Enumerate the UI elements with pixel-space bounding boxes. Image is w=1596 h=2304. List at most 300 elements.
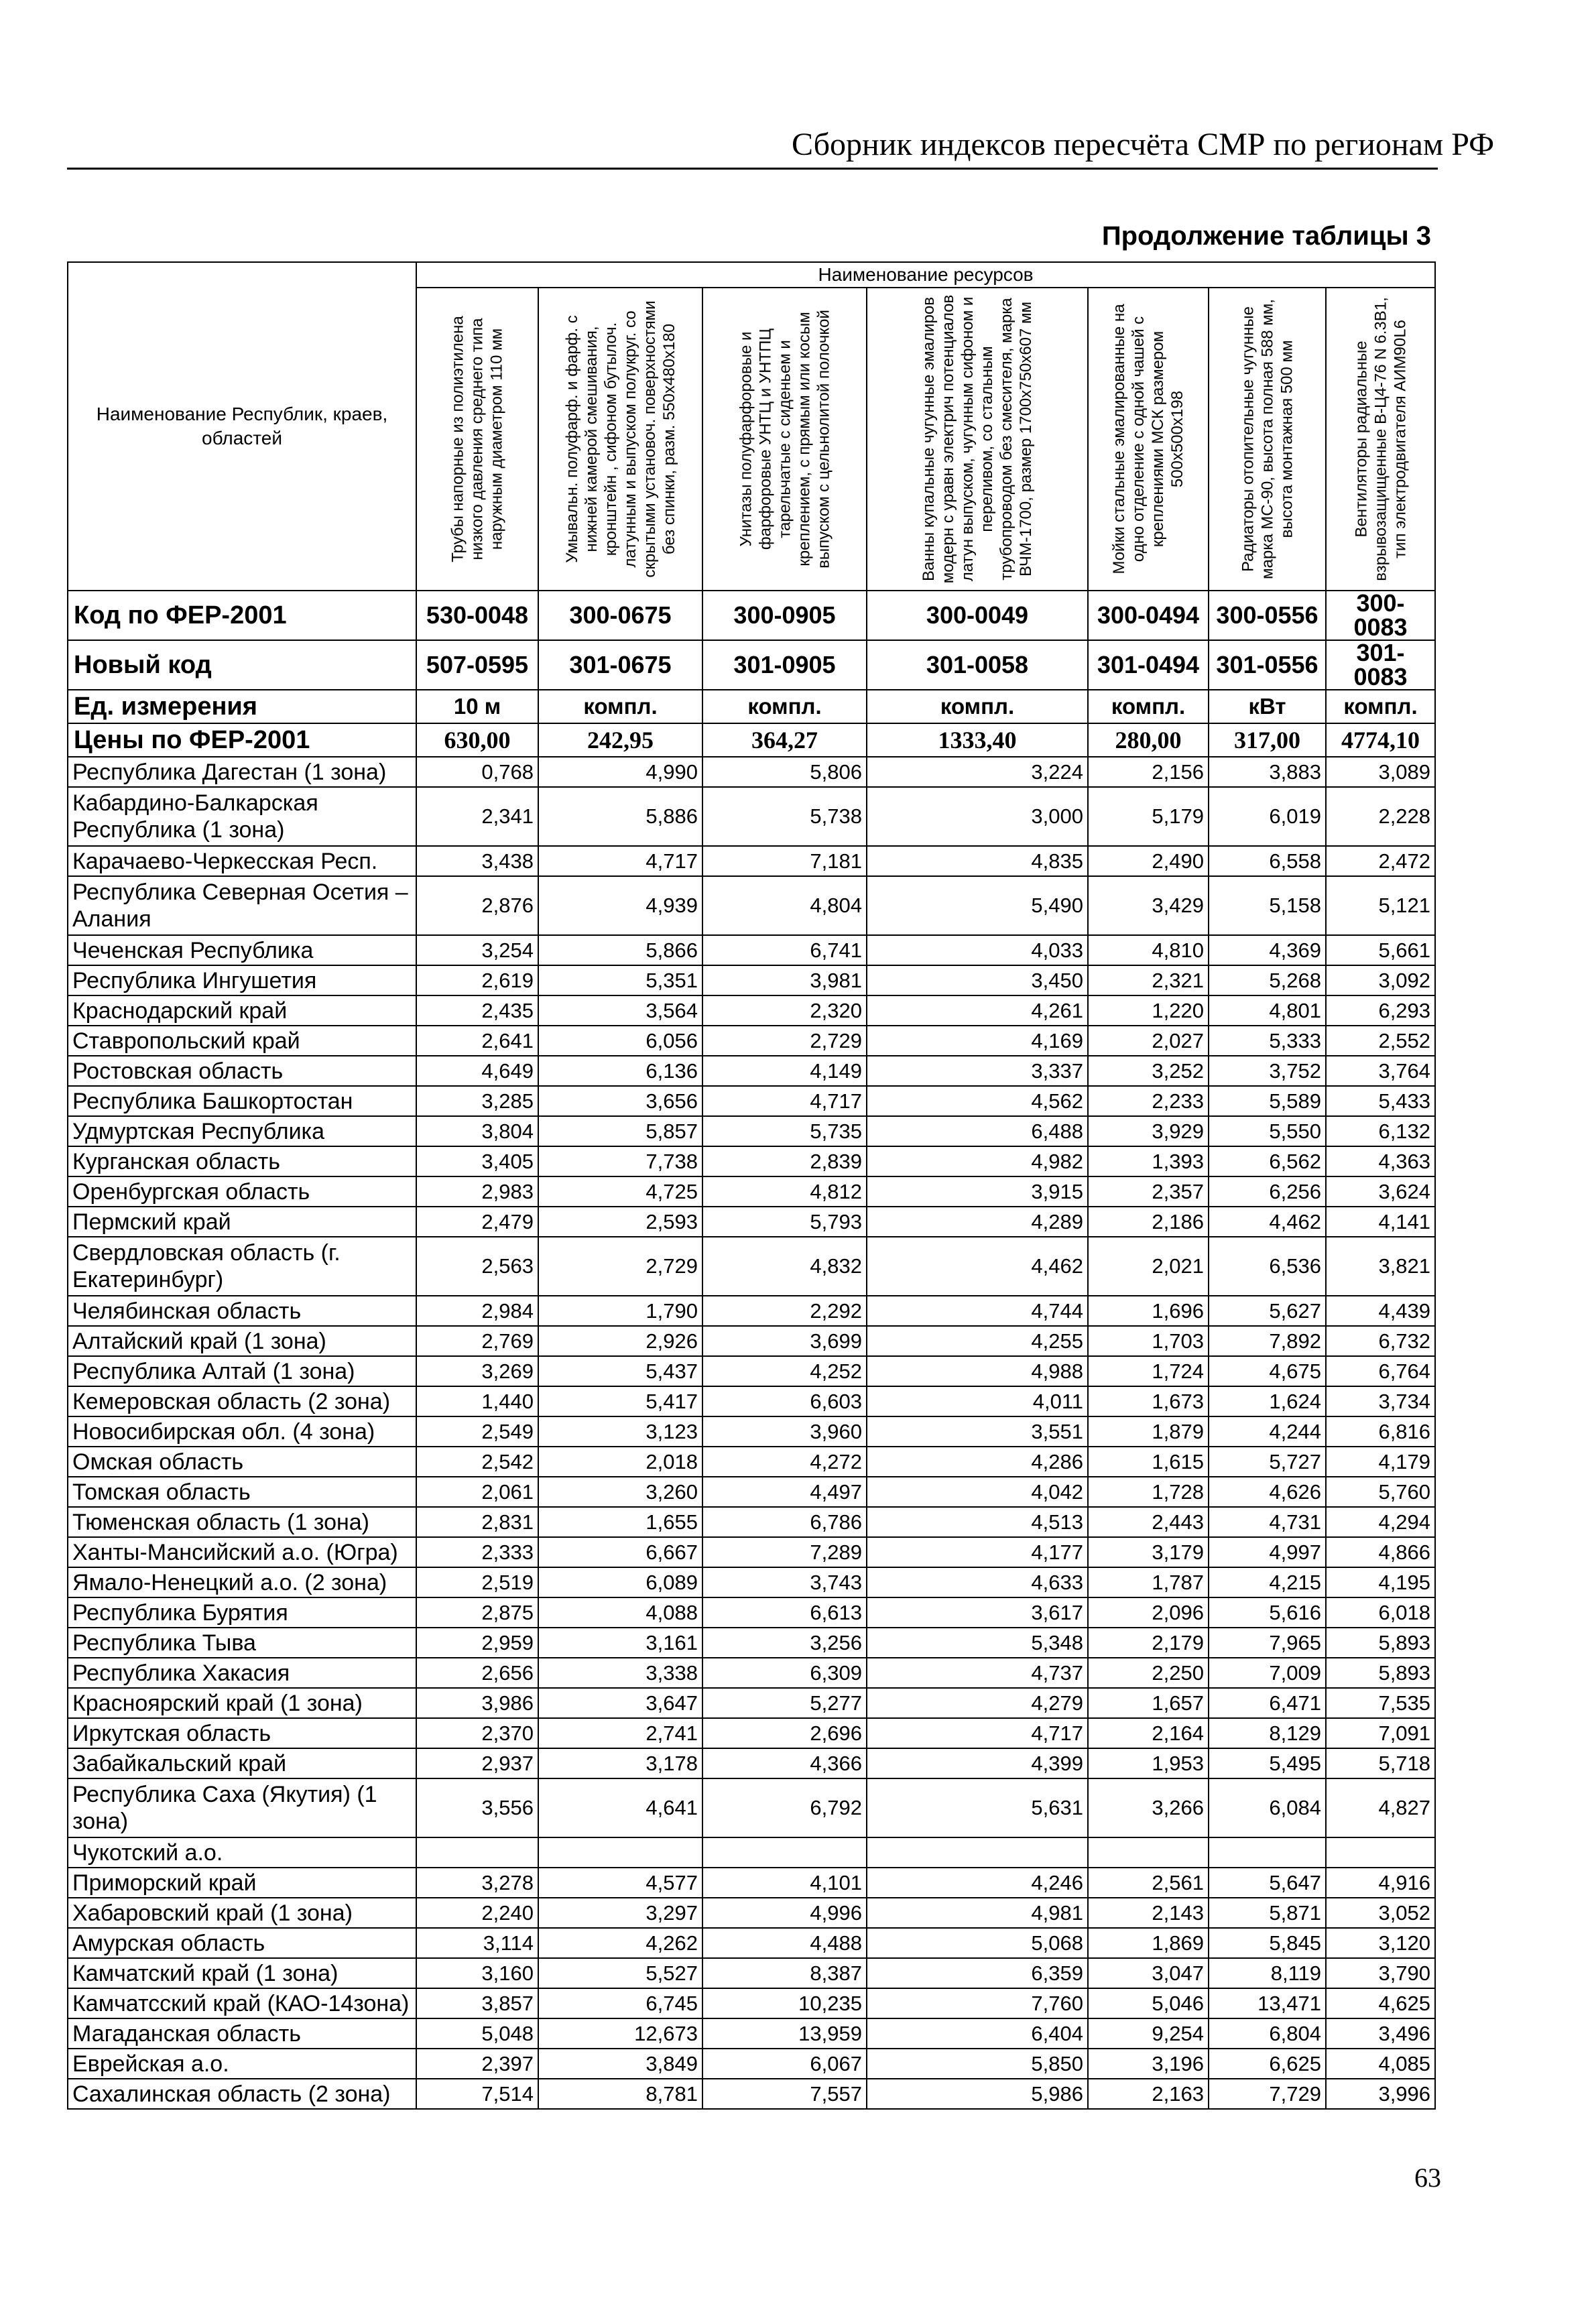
index-value-cell: 2,656 [416,1658,538,1688]
fer-code-cell: 300-0494 [1088,591,1209,640]
table-row [68,1928,1435,1958]
index-value-cell: 3,089 [1326,757,1435,787]
index-value-cell: 4,177 [867,1537,1088,1567]
index-value-cell: 4,513 [867,1507,1088,1537]
index-value-cell: 7,009 [1209,1658,1326,1688]
index-value-cell: 2,563 [416,1237,538,1296]
index-value-cell: 6,745 [538,1988,702,2018]
index-value-cell: 10,235 [702,1988,867,2018]
index-value-cell: 3,297 [538,1898,702,1928]
resource-header-6 [1209,288,1326,591]
index-value-cell: 5,738 [702,787,867,846]
index-value-cell: 7,738 [538,1146,702,1176]
index-value-cell: 2,479 [416,1207,538,1237]
index-value-cell: 3,915 [867,1176,1088,1207]
region-name-cell: Республика Дагестан (1 зона) [68,757,416,787]
index-value-cell: 2,397 [416,2049,538,2079]
index-value-cell: 5,986 [867,2079,1088,2109]
page-number: 63 [1414,2163,1441,2193]
index-value-cell: 3,092 [1326,965,1435,995]
index-value-cell: 3,617 [867,1597,1088,1628]
index-value-cell: 4,744 [867,1296,1088,1326]
index-value-cell: 8,119 [1209,1958,1326,1988]
resource-header-4 [867,288,1088,591]
index-value-cell: 8,129 [1209,1718,1326,1748]
index-value-cell: 5,886 [538,787,702,846]
index-value-cell: 2,096 [1088,1597,1209,1628]
index-value-cell: 4,195 [1326,1567,1435,1597]
index-value-cell: 7,729 [1209,2079,1326,2109]
table-row [68,846,1435,876]
index-value-cell: 4,996 [702,1898,867,1928]
price-cell: 317,00 [1209,723,1326,757]
index-value-cell: 6,089 [538,1567,702,1597]
index-value-cell: 4,011 [867,1386,1088,1416]
index-value-cell: 1,393 [1088,1146,1209,1176]
index-value-cell: 2,292 [702,1296,867,1326]
index-value-cell: 2,839 [702,1146,867,1176]
index-value-cell: 2,341 [416,787,538,846]
index-value-cell: 4,562 [867,1086,1088,1116]
resource-header-text: Мойки стальные эмалированные на одно отделение с одной чашей с креплениями МСК размером 500х500х198 [1110,304,1186,574]
region-name-cell: Камчатский край (1 зона) [68,1958,416,1988]
table-row [68,1658,1435,1688]
index-value-cell: 4,244 [1209,1416,1326,1447]
index-value-cell: 5,437 [538,1356,702,1386]
index-value-cell: 4,042 [867,1477,1088,1507]
index-value-cell: 3,123 [538,1416,702,1447]
region-name-cell: Омская область [68,1447,416,1477]
index-value-cell: 6,613 [702,1597,867,1628]
fer-code-cell: 300-0049 [867,591,1088,640]
index-value-cell: 5,351 [538,965,702,995]
table-row [68,2049,1435,2079]
regional-index-table [67,261,1436,2110]
index-value-cell: 5,647 [1209,1868,1326,1898]
index-value-cell: 4,916 [1326,1868,1435,1898]
index-value-cell: 4,832 [702,1237,867,1296]
region-name-cell: Ямало-Ненецкий а.о. (2 зона) [68,1567,416,1597]
index-value-cell: 6,536 [1209,1237,1326,1296]
region-name-cell: Республика Алтай (1 зона) [68,1356,416,1386]
index-value-cell: 3,804 [416,1116,538,1146]
index-value-cell: 4,641 [538,1778,702,1837]
index-value-cell: 4,294 [1326,1507,1435,1537]
region-name-cell: Кемеровская область (2 зона) [68,1386,416,1416]
table-row [68,1086,1435,1116]
index-value-cell: 5,850 [867,2049,1088,2079]
index-value-cell: 6,359 [867,1958,1088,1988]
index-value-cell: 4,255 [867,1326,1088,1356]
index-value-cell: 1,440 [416,1386,538,1416]
index-value-cell: 5,718 [1326,1748,1435,1778]
region-name-cell: Чукотский а.о. [68,1837,416,1868]
table-row [68,1296,1435,1326]
index-value-cell: 3,161 [538,1628,702,1658]
index-value-cell: 3,790 [1326,1958,1435,1988]
index-value-cell: 5,179 [1088,787,1209,846]
index-value-cell: 1,220 [1088,995,1209,1026]
fer-code-cell: 300-0675 [538,591,702,640]
index-value-cell: 4,577 [538,1868,702,1898]
table-row [68,1447,1435,1477]
index-value-cell: 2,027 [1088,1026,1209,1056]
index-value-cell: 2,959 [416,1628,538,1658]
index-value-cell: 2,357 [1088,1176,1209,1207]
index-value-cell: 6,804 [1209,2018,1326,2049]
resource-group-header: Наименование ресурсов [416,262,1435,288]
index-value-cell: 3,981 [702,965,867,995]
index-value-cell: 5,417 [538,1386,702,1416]
new-code-cell: 507-0595 [416,640,538,690]
index-value-cell: 4,725 [538,1176,702,1207]
index-value-cell: 3,438 [416,846,538,876]
table-row [68,1026,1435,1056]
index-value-cell: 1,728 [1088,1477,1209,1507]
index-value-cell: 4,101 [702,1868,867,1898]
index-value-cell: 2,519 [416,1567,538,1597]
index-value-cell: 4,997 [1209,1537,1326,1567]
index-value-cell: 7,892 [1209,1326,1326,1356]
index-value-cell: 4,286 [867,1447,1088,1477]
table-row [68,1237,1435,1296]
index-value-cell [1088,1837,1209,1868]
region-name-cell: Республика Бурятия [68,1597,416,1628]
index-value-cell: 4,633 [867,1567,1088,1597]
region-name-cell: Республика Северная Осетия – Алания [68,876,416,935]
index-value-cell: 5,627 [1209,1296,1326,1326]
index-value-cell: 7,289 [702,1537,867,1567]
price-cell: 1333,40 [867,723,1088,757]
region-name-cell: Красноярский край (1 зона) [68,1688,416,1718]
index-value-cell: 3,429 [1088,876,1209,935]
table-body [68,262,1435,2109]
index-value-cell: 3,338 [538,1658,702,1688]
region-name-cell: Еврейская а.о. [68,2049,416,2079]
region-name-cell: Республика Башкортостан [68,1086,416,1116]
index-value-cell: 5,277 [702,1688,867,1718]
index-value-cell: 3,883 [1209,757,1326,787]
index-value-cell: 2,983 [416,1176,538,1207]
index-value-cell: 5,661 [1326,935,1435,965]
unit-label: Ед. измерения [68,690,416,723]
index-value-cell: 6,562 [1209,1146,1326,1176]
table-row [68,1207,1435,1237]
table-row [68,1748,1435,1778]
index-value-cell: 1,790 [538,1296,702,1326]
region-name-cell: Хабаровский край (1 зона) [68,1898,416,1928]
index-value-cell: 4,675 [1209,1356,1326,1386]
index-value-cell: 4,088 [538,1597,702,1628]
region-name-cell: Тюменская область (1 зона) [68,1507,416,1537]
index-value-cell: 5,068 [867,1928,1088,1958]
index-value-cell: 2,333 [416,1537,538,1567]
index-value-cell: 3,821 [1326,1237,1435,1296]
index-value-cell: 4,982 [867,1146,1088,1176]
unit-cell: компл. [1088,690,1209,723]
index-value-cell: 5,871 [1209,1898,1326,1928]
unit-cell: 10 м [416,690,538,723]
new-code-cell: 301-0905 [702,640,867,690]
index-value-cell: 4,981 [867,1898,1088,1928]
index-value-cell: 2,156 [1088,757,1209,787]
index-value-cell: 4,033 [867,935,1088,965]
index-value-cell: 3,266 [1088,1778,1209,1837]
index-value-cell: 2,831 [416,1507,538,1537]
index-value-cell: 7,557 [702,2079,867,2109]
index-value-cell: 2,769 [416,1326,538,1356]
table-row [68,1386,1435,1416]
index-value-cell: 3,278 [416,1868,538,1898]
index-value-cell: 2,729 [702,1026,867,1056]
index-value-cell: 2,875 [416,1597,538,1628]
unit-cell: компл. [1326,690,1435,723]
fer-code-label: Код по ФЕР-2001 [68,591,416,640]
index-value-cell: 2,018 [538,1447,702,1477]
index-value-cell: 5,845 [1209,1928,1326,1958]
region-name-cell: Сахалинская область (2 зона) [68,2079,416,2109]
index-value-cell: 6,816 [1326,1416,1435,1447]
index-value-cell: 3,556 [416,1778,538,1837]
index-value-cell: 4,804 [702,876,867,935]
index-value-cell: 3,734 [1326,1386,1435,1416]
index-value-cell: 5,589 [1209,1086,1326,1116]
index-value-cell: 5,348 [867,1628,1088,1658]
table-row [68,1507,1435,1537]
index-value-cell: 6,786 [702,1507,867,1537]
index-value-cell: 5,857 [538,1116,702,1146]
index-value-cell: 2,552 [1326,1026,1435,1056]
index-value-cell: 3,986 [416,1688,538,1718]
region-name-cell: Республика Ингушетия [68,965,416,995]
price-cell: 280,00 [1088,723,1209,757]
index-value-cell: 3,551 [867,1416,1088,1447]
index-value-cell: 2,370 [416,1718,538,1748]
price-row [68,723,1435,757]
header-row-group [68,262,1435,288]
region-name-cell: Удмуртская Республика [68,1116,416,1146]
index-value-cell: 6,603 [702,1386,867,1416]
region-name-cell: Республика Тыва [68,1628,416,1658]
index-value-cell: 6,293 [1326,995,1435,1026]
index-value-cell: 2,926 [538,1326,702,1356]
index-value-cell: 4,169 [867,1026,1088,1056]
index-value-cell: 2,696 [702,1718,867,1748]
index-value-cell: 3,224 [867,757,1088,787]
table-row [68,2018,1435,2049]
region-name-cell: Пермский край [68,1207,416,1237]
table-row [68,1056,1435,1086]
index-value-cell: 2,321 [1088,965,1209,995]
fer-code-cell: 530-0048 [416,591,538,640]
new-code-cell: 301-0675 [538,640,702,690]
index-value-cell: 3,196 [1088,2049,1209,2079]
region-name-cell: Томская область [68,1477,416,1507]
index-value-cell: 2,443 [1088,1507,1209,1537]
index-value-cell: 4,731 [1209,1507,1326,1537]
index-value-cell: 6,764 [1326,1356,1435,1386]
index-value-cell: 4,366 [702,1748,867,1778]
index-value-cell: 3,996 [1326,2079,1435,2109]
index-value-cell: 6,741 [702,935,867,965]
index-value-cell: 3,120 [1326,1928,1435,1958]
index-value-cell: 5,760 [1326,1477,1435,1507]
index-value-cell: 13,959 [702,2018,867,2049]
index-value-cell: 4,246 [867,1868,1088,1898]
table-row [68,1537,1435,1567]
index-value-cell: 2,228 [1326,787,1435,846]
table-row [68,876,1435,935]
index-value-cell: 2,320 [702,995,867,1026]
index-value-cell [538,1837,702,1868]
region-name-cell: Новосибирская обл. (4 зона) [68,1416,416,1447]
resource-header-2 [538,288,702,591]
index-value-cell: 2,490 [1088,846,1209,876]
table-row [68,1868,1435,1898]
index-value-cell: 5,333 [1209,1026,1326,1056]
table-row [68,1326,1435,1356]
index-value-cell: 4,085 [1326,2049,1435,2079]
index-value-cell: 3,405 [416,1146,538,1176]
region-name-cell: Приморский край [68,1868,416,1898]
price-label: Цены по ФЕР-2001 [68,723,416,757]
index-value-cell [867,1837,1088,1868]
resource-header-text: Трубы напорные из полиэтилена низкого давления среднего типа наружным диаметром 110 мм [448,316,506,562]
index-value-cell: 4,626 [1209,1477,1326,1507]
resource-header-text: Умывальн. полуфарф. и фарф. с нижней камерой смешивания, кронштейн , сифоном бутылоч. латунным и выпуском полукруг. со скрытыми установоч. поверхностями без спинки, разм. 550х480х180 [562,300,678,578]
index-value-cell: 4,215 [1209,1567,1326,1597]
index-value-cell: 2,164 [1088,1718,1209,1748]
index-value-cell: 3,450 [867,965,1088,995]
index-value-cell: 4,717 [702,1086,867,1116]
index-value-cell: 3,743 [702,1567,867,1597]
index-value-cell: 2,021 [1088,1237,1209,1296]
index-value-cell: 6,132 [1326,1116,1435,1146]
fer-code-cell: 300-0083 [1326,591,1435,640]
index-value-cell: 1,787 [1088,1567,1209,1597]
index-value-cell: 5,490 [867,876,1088,935]
region-name-cell: Свердловская область (г. Екатеринбург) [68,1237,416,1296]
index-value-cell: 1,615 [1088,1447,1209,1477]
index-value-cell: 8,781 [538,2079,702,2109]
index-value-cell: 1,953 [1088,1748,1209,1778]
unit-row [68,690,1435,723]
resource-header-text: Ванны купальные чугунные эмалиров модерн с уравн электрич потенциалов латун выпуском, чугунным сифоном и переливом, со стальным трубопроводом без смесителя, марка ВЧМ-1700, размер 1700х750х607 мм [920,294,1035,584]
table-row [68,1718,1435,1748]
region-name-cell: Амурская область [68,1928,416,1958]
index-value-cell: 3,647 [538,1688,702,1718]
index-value-cell: 4,363 [1326,1146,1435,1176]
index-value-cell: 4,497 [702,1477,867,1507]
index-value-cell: 5,495 [1209,1748,1326,1778]
index-value-cell: 7,514 [416,2079,538,2109]
unit-cell: компл. [702,690,867,723]
price-cell: 4774,10 [1326,723,1435,757]
index-value-cell: 6,404 [867,2018,1088,2049]
index-value-cell: 4,649 [416,1056,538,1086]
index-value-cell: 3,699 [702,1326,867,1356]
index-value-cell: 5,735 [702,1116,867,1146]
price-cell: 242,95 [538,723,702,757]
index-value-cell: 0,768 [416,757,538,787]
index-value-cell: 2,186 [1088,1207,1209,1237]
index-value-cell: 2,163 [1088,2079,1209,2109]
index-value-cell: 6,136 [538,1056,702,1086]
index-value-cell: 4,810 [1088,935,1209,965]
index-value-cell: 5,631 [867,1778,1088,1837]
index-value-cell: 5,806 [702,757,867,787]
index-value-cell: 1,879 [1088,1416,1209,1447]
region-name-cell: Ханты-Мансийский а.о. (Югра) [68,1537,416,1567]
index-value-cell: 1,655 [538,1507,702,1537]
region-name-cell: Ставропольский край [68,1026,416,1056]
index-value-cell: 4,737 [867,1658,1088,1688]
table-row [68,1988,1435,2018]
index-value-cell: 4,988 [867,1356,1088,1386]
index-value-cell: 2,549 [416,1416,538,1447]
index-value-cell: 2,593 [538,1207,702,1237]
index-value-cell: 4,812 [702,1176,867,1207]
table-row [68,1116,1435,1146]
index-value-cell: 3,160 [416,1958,538,1988]
index-value-cell: 3,337 [867,1056,1088,1086]
index-value-cell: 2,937 [416,1748,538,1778]
index-value-cell: 2,179 [1088,1628,1209,1658]
index-value-cell: 2,542 [416,1447,538,1477]
new-code-cell: 301-0058 [867,640,1088,690]
table-row [68,1416,1435,1447]
table-row [68,935,1435,965]
resource-header-1 [416,288,538,591]
table-row [68,787,1435,846]
index-value-cell: 4,990 [538,757,702,787]
region-name-cell: Магаданская область [68,2018,416,2049]
new-code-cell: 301-0494 [1088,640,1209,690]
unit-cell: кВт [1209,690,1326,723]
table-row [68,1597,1435,1628]
index-value-cell: 4,462 [1209,1207,1326,1237]
index-value-cell: 4,262 [538,1928,702,1958]
unit-cell: компл. [538,690,702,723]
index-value-cell: 2,729 [538,1237,702,1296]
table-row [68,1628,1435,1658]
index-value-cell: 1,696 [1088,1296,1209,1326]
index-value-cell: 1,657 [1088,1688,1209,1718]
index-value-cell: 7,965 [1209,1628,1326,1658]
index-value-cell: 2,619 [416,965,538,995]
fer-code-cell: 300-0905 [702,591,867,640]
region-name-cell: Челябинская область [68,1296,416,1326]
index-value-cell: 4,801 [1209,995,1326,1026]
index-value-cell: 5,550 [1209,1116,1326,1146]
index-value-cell: 4,272 [702,1447,867,1477]
resource-header-3 [702,288,867,591]
index-value-cell: 5,727 [1209,1447,1326,1477]
index-value-cell: 6,019 [1209,787,1326,846]
table-row [68,1778,1435,1837]
index-value-cell: 6,256 [1209,1176,1326,1207]
index-value-cell: 5,527 [538,1958,702,1988]
table-row [68,1688,1435,1718]
region-name-cell: Курганская область [68,1146,416,1176]
index-value-cell: 3,624 [1326,1176,1435,1207]
index-value-cell: 6,067 [702,2049,867,2079]
index-value-cell: 4,625 [1326,1988,1435,2018]
index-value-cell: 4,866 [1326,1537,1435,1567]
index-value-cell [702,1837,867,1868]
table-row [68,965,1435,995]
region-name-cell: Республика Саха (Якутия) (1 зона) [68,1778,416,1837]
